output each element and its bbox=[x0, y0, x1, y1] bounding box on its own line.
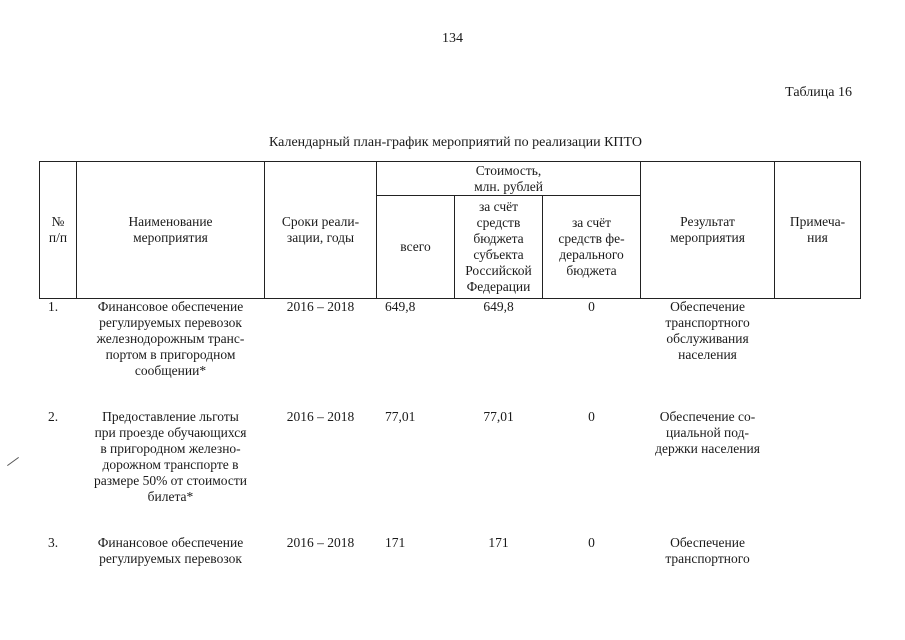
row-federal: 0 bbox=[588, 299, 595, 314]
table-body bbox=[40, 299, 861, 568]
row-note bbox=[775, 299, 861, 410]
table-title: Календарный план-график мероприятий по реализации КПТО bbox=[268, 135, 643, 150]
row-total: 77,01 bbox=[385, 409, 416, 424]
row-note bbox=[775, 535, 861, 567]
schedule-table bbox=[39, 161, 861, 567]
row-name: Финансовое обеспечение регулируемых перевозок железнодорожным транс- портом в пригородном сообщении* bbox=[96, 299, 245, 378]
margin-pen-mark bbox=[7, 457, 19, 466]
table-header bbox=[40, 162, 861, 299]
table-row bbox=[40, 299, 861, 410]
header-federal: за счёт средств фе- дерального бюджета bbox=[543, 196, 641, 299]
header-result: Результат мероприятия bbox=[641, 162, 775, 299]
row-term: 2016 – 2018 bbox=[286, 299, 355, 314]
row-note bbox=[775, 409, 861, 535]
row-result: Обеспечение со- циальной под- держки населения bbox=[655, 409, 760, 456]
row-total: 171 bbox=[385, 535, 406, 550]
row-regional: 171 bbox=[488, 535, 509, 550]
row-num: 1. bbox=[48, 299, 59, 314]
row-total: 649,8 bbox=[385, 299, 416, 314]
row-name: Финансовое обеспечение регулируемых перевозок bbox=[97, 535, 244, 566]
row-name: Предоставление льготы при проезде обучающихся в пригородном железно- дорожном транспорте в размере 50% от стоимости билета* bbox=[94, 409, 247, 504]
row-term: 2016 – 2018 bbox=[286, 535, 355, 550]
row-num: 2. bbox=[48, 409, 59, 424]
header-num: № п/п bbox=[40, 162, 77, 299]
header-total: всего bbox=[377, 196, 455, 299]
header-regional: за счёт средств бюджета субъекта Российской Федерации bbox=[455, 196, 543, 299]
table-label: Таблица 16 bbox=[785, 85, 852, 100]
header-name: Наименование мероприятия bbox=[77, 162, 265, 299]
row-result: Обеспечение транспортного bbox=[665, 535, 750, 566]
header-term: Сроки реали- зации, годы bbox=[265, 162, 377, 299]
row-result: Обеспечение транспортного обслуживания населения bbox=[665, 299, 750, 362]
row-federal: 0 bbox=[588, 535, 595, 550]
row-term: 2016 – 2018 bbox=[286, 409, 355, 424]
row-federal: 0 bbox=[588, 409, 595, 424]
table-row bbox=[40, 535, 861, 567]
header-note: Примеча- ния bbox=[775, 162, 861, 299]
header-cost: Стоимость, млн. рублей bbox=[377, 162, 641, 196]
page-number: 134 bbox=[442, 31, 463, 46]
row-regional: 77,01 bbox=[483, 409, 514, 424]
row-regional: 649,8 bbox=[483, 299, 514, 314]
row-num: 3. bbox=[48, 535, 59, 550]
table-row bbox=[40, 409, 861, 535]
